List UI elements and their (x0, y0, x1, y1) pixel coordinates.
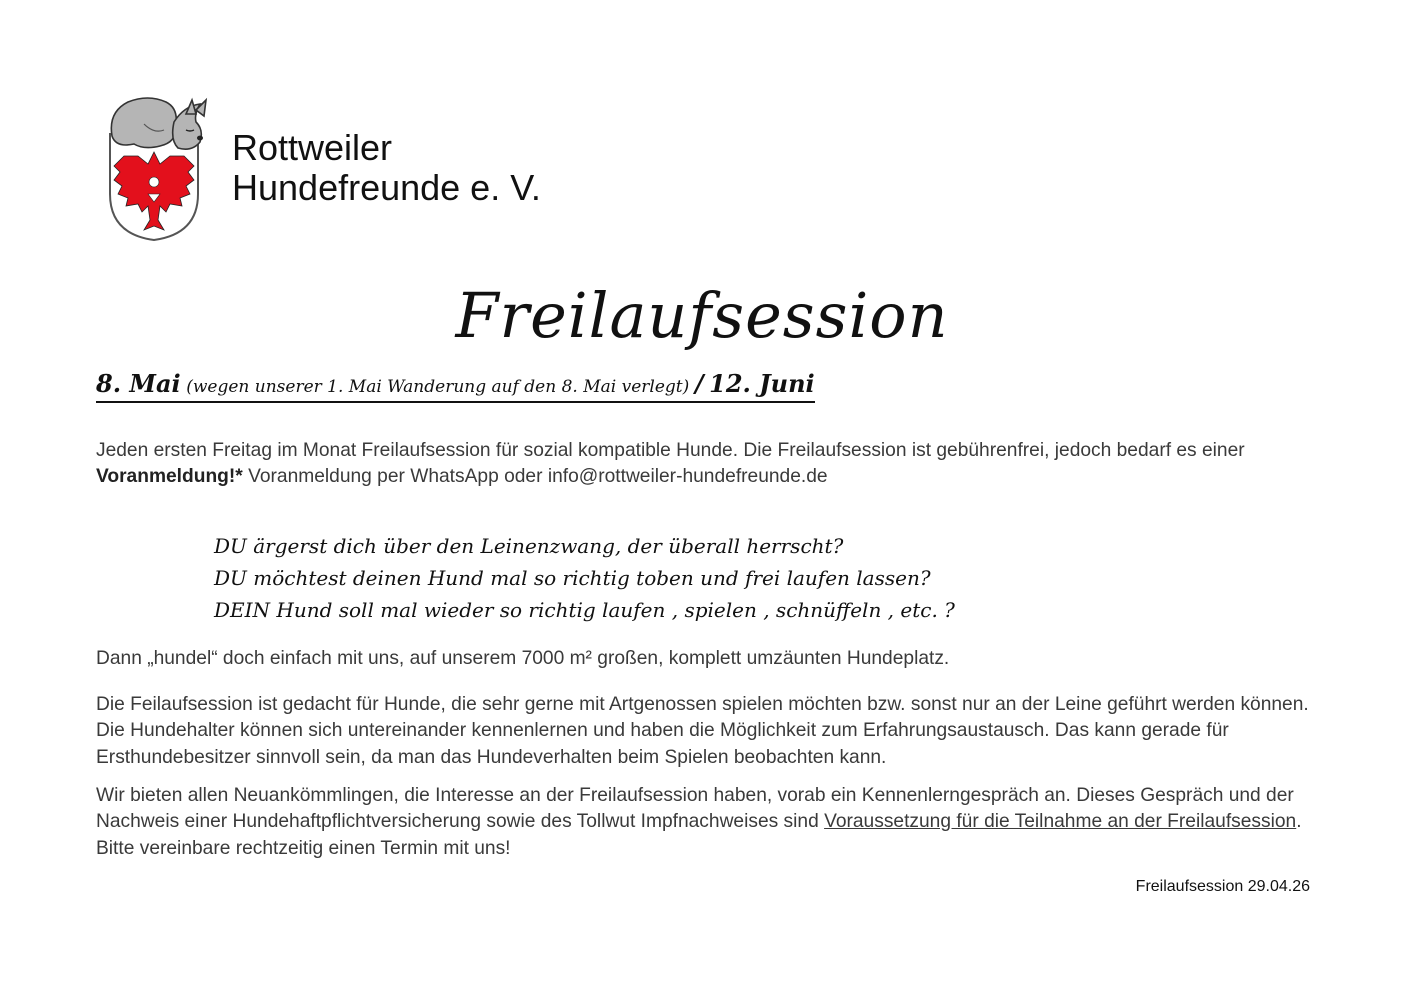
quote-list (214, 530, 955, 626)
footer-note: Freilaufsession 29.04.26 (1135, 878, 1310, 895)
intro-bold: Voranmeldung!* (96, 466, 243, 488)
quote-line: DU ärgerst dich über den Leinenzwang, der überall herrscht? (214, 534, 844, 558)
page-title: Freilaufsession (455, 279, 949, 352)
date-first: 8. Mai (96, 369, 181, 398)
paragraph-description: Die Feilaufsession ist gedacht für Hunde, die sehr gerne mit Artgenossen spielen möchten bzw. sonst nur an der Leine geführt werden können. Die Hundehalter können sich untereinander kennenlernen und haben die Möglichkeit zum Erfahrungsaustausch. Das kann gerade für Ersthundebesitzer sinnvoll sein, da man das Hundeverhalten beim Spielen beobachten kann. (96, 694, 1309, 768)
date-second: 12. Juni (709, 369, 815, 398)
date-note: (wegen unserer 1. Mai Wanderung auf den 8. Mai verlegt) (186, 377, 690, 397)
intro-text-2: Voranmeldung per WhatsApp oder info@rottweiler-hundefreunde.de (242, 466, 828, 488)
paragraph-requirements (96, 783, 1316, 862)
org-name-line2: Hundefreunde e. V. (232, 167, 541, 208)
requirements-text-2: . Bitte vereinbare rechtzeitig einen Termin mit uns! (96, 811, 1302, 859)
intro-paragraph (96, 438, 1316, 491)
quote-line: DU möchtest deinen Hund mal so richtig toben und frei laufen lassen? (214, 566, 931, 590)
requirements-underlined: Voraussetzung für die Teilnahme an der Freilaufsession (824, 811, 1297, 833)
paragraph-hundeplatz: Dann „hundel“ doch einfach mit uns, auf unserem 7000 m² großen, komplett umzäunten Hundeplatz. (96, 648, 950, 669)
org-name-line1: Rottweiler (232, 127, 393, 168)
intro-text-1: Jeden ersten Freitag im Monat Freilaufsession für sozial kompatible Hunde. Die Freilaufsession ist gebührenfrei, jedoch bedarf es einer (96, 440, 1245, 461)
club-logo-icon (104, 94, 212, 242)
requirements-text-1: Wir bieten allen Neuankömmlingen, die Interesse an der Freilaufsession haben, vorab ein Kennenlerngespräch an. Dieses Gespräch und der Nachweis einer Hundehaftpflichtversicherung sowie des Tollwut Impfnachweises sind (96, 785, 1294, 833)
quote-line: DEIN Hund soll mal wieder so richtig laufen , spielen , schnüffeln , etc. ? (214, 598, 955, 622)
date-separator: / (694, 369, 704, 398)
event-dates (96, 370, 815, 403)
org-name (232, 128, 541, 208)
